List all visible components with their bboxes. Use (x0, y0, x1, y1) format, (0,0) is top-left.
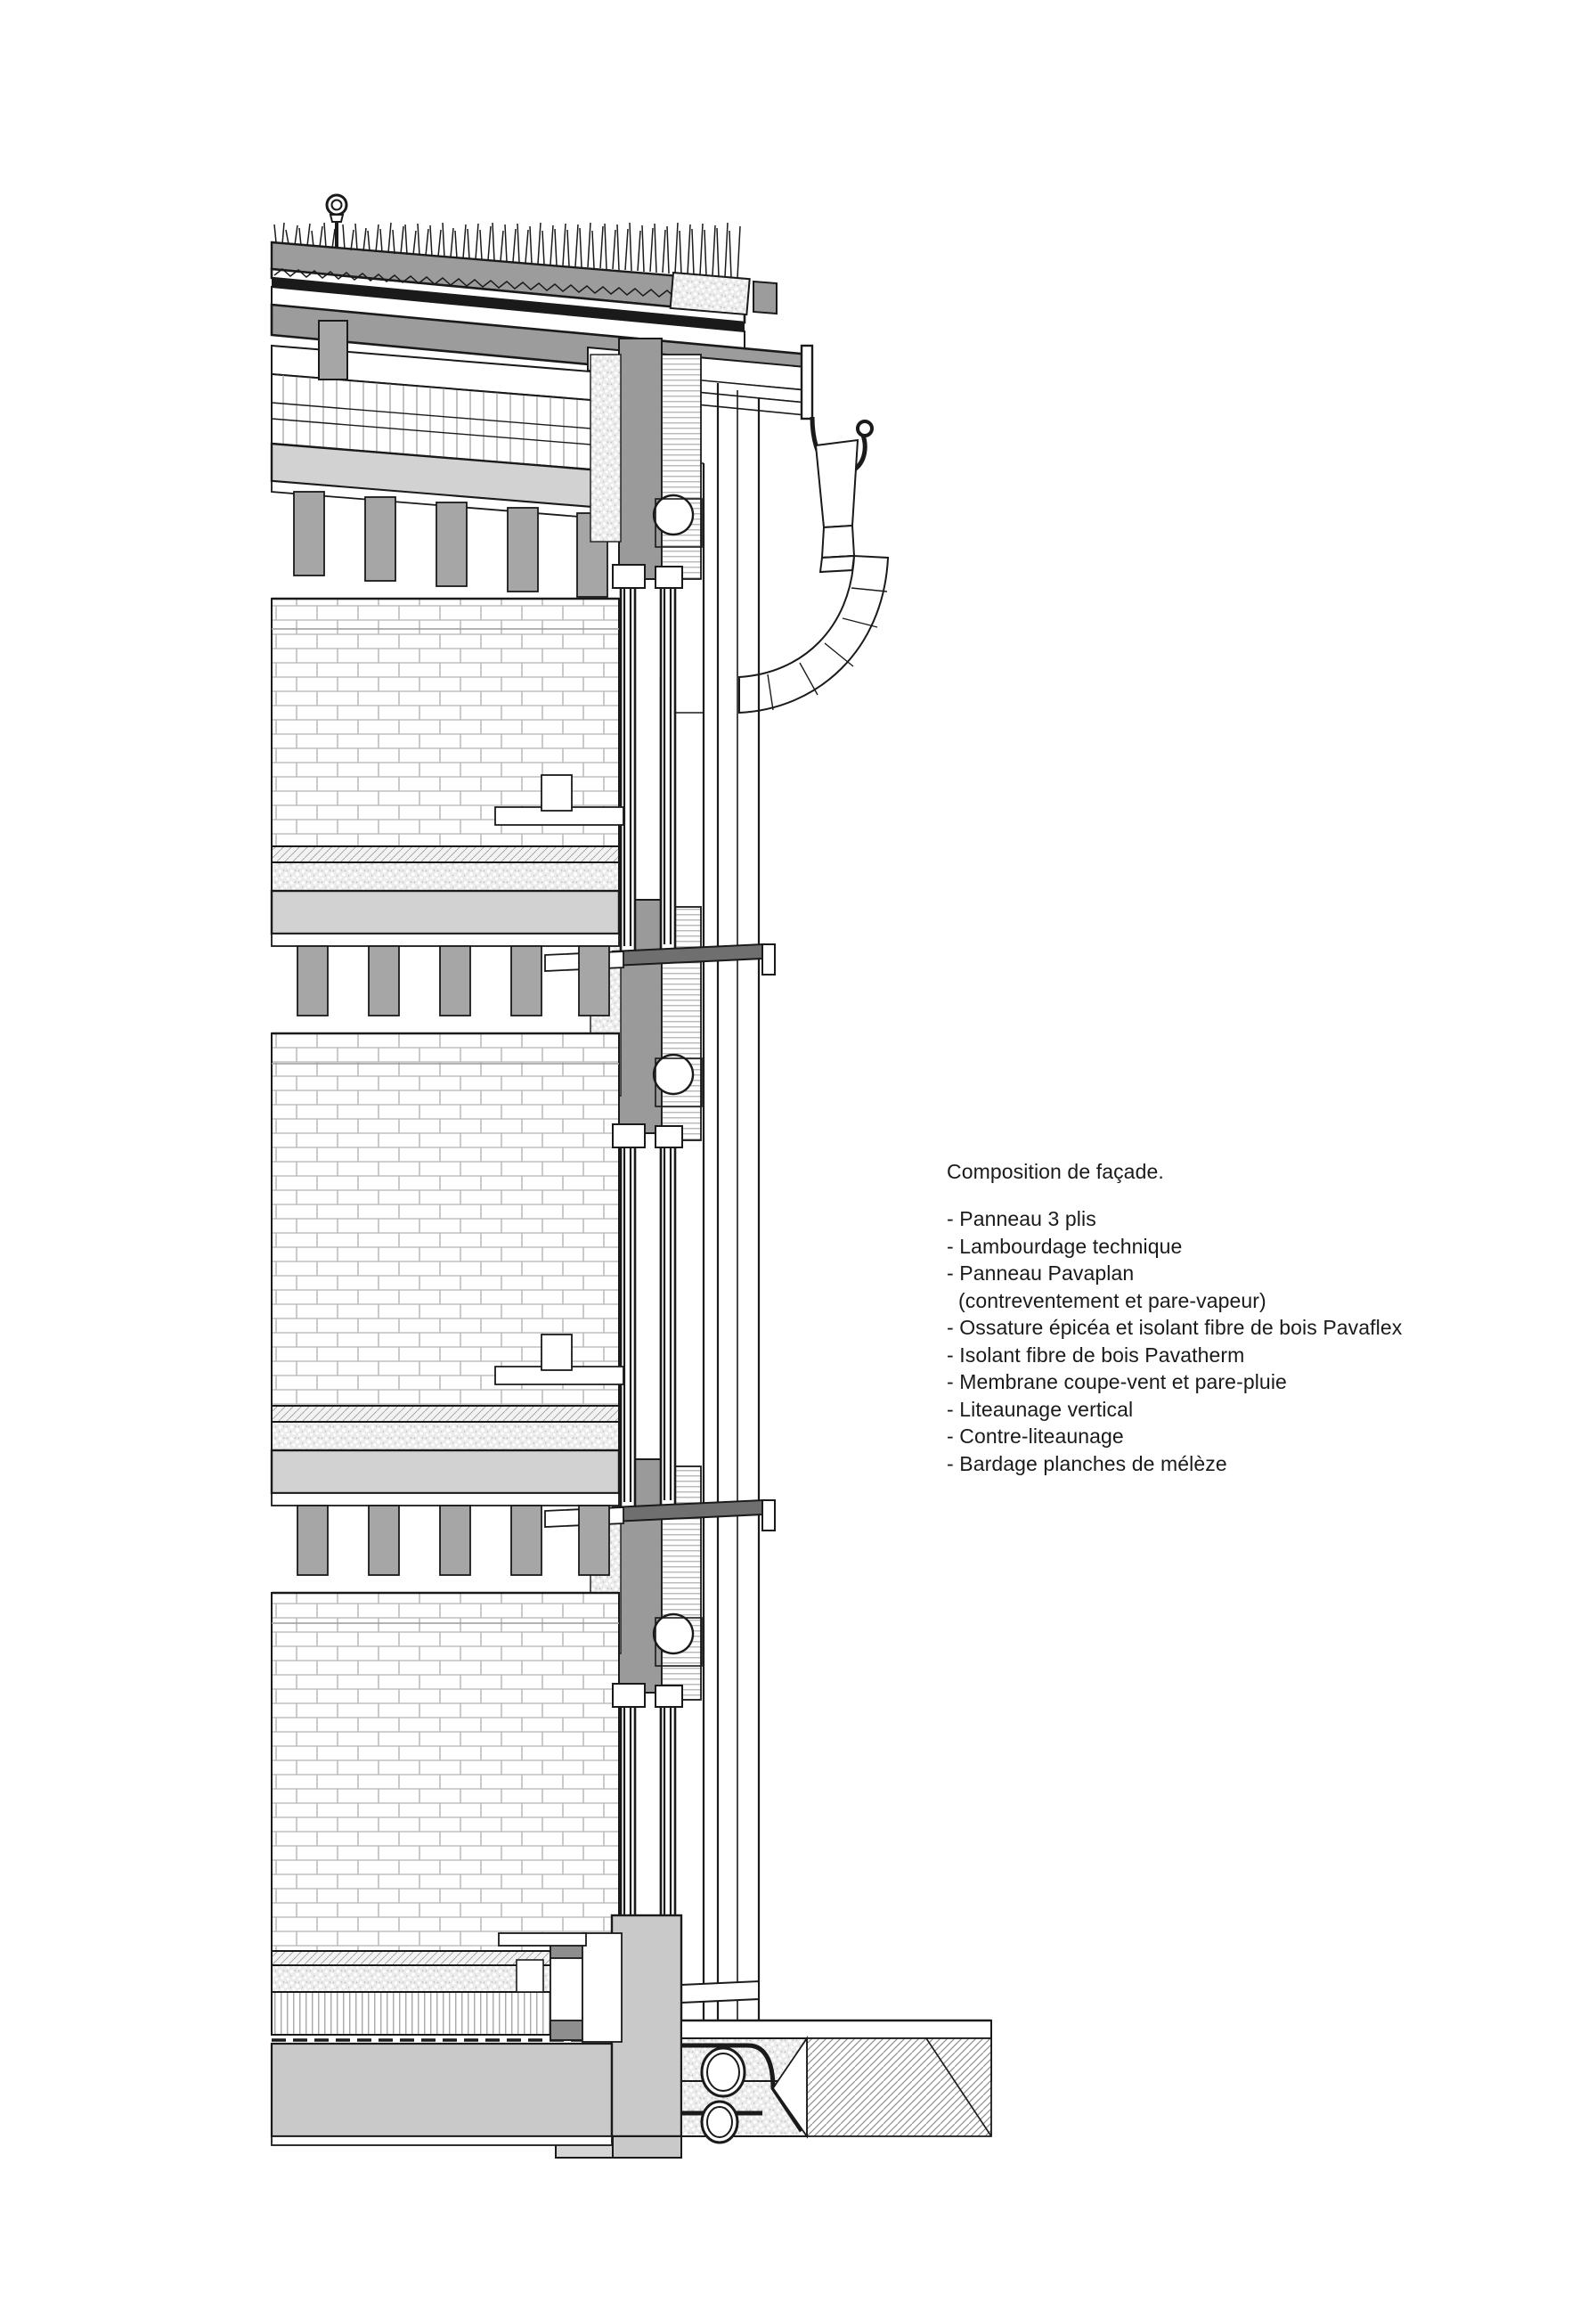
floor-assembly-lower (272, 1406, 619, 1575)
note-line: - Bardage planches de mélèze (947, 1451, 1227, 1475)
note-line: - Membrane coupe-vent et pare-pluie (947, 1370, 1287, 1393)
compacted-subbase (773, 2038, 991, 2136)
note-line: - Isolant fibre de bois Pavatherm (947, 1343, 1245, 1367)
note-line: - Lambourdage technique (947, 1234, 1183, 1258)
note-line: - Panneau Pavaplan (947, 1261, 1135, 1285)
note-line: - Panneau 3 plis (947, 1207, 1096, 1230)
larch-board-cladding (718, 383, 759, 2040)
note-line: - Liteaunage vertical (947, 1397, 1134, 1421)
note-line: - Contre-liteaunage (947, 1424, 1124, 1448)
notes-spacer (947, 1185, 1517, 1205)
notes-list (947, 1205, 1517, 1477)
window-glazing (621, 579, 675, 951)
notes-title: Composition de façade. (947, 1160, 1164, 1183)
facade-composition-notes (947, 1158, 1517, 1477)
curved-downpipe (739, 556, 888, 713)
note-line: (contreventement et pare-vapeur) (958, 1288, 1266, 1312)
floor-assembly-upper (272, 846, 619, 1016)
note-line: - Ossature épicéa et isolant fibre de bois Pavaflex (947, 1316, 1403, 1339)
window-glazing (621, 1139, 675, 1507)
